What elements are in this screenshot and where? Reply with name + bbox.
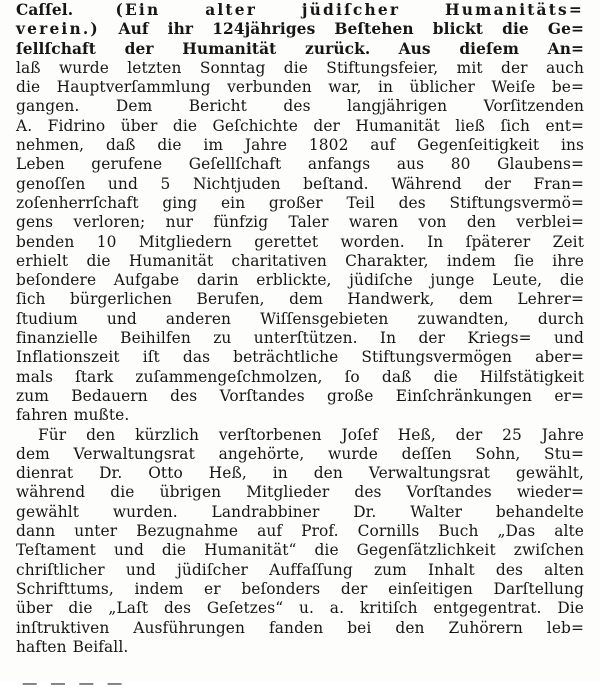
article-line-4: laß wurde letzten Sonntag die Stiftungsfeier, mit der auch bbox=[16, 58, 584, 77]
article-line-8: nehmen, daß die im Jahre 1802 auf Gegenſeitigkeit ins bbox=[16, 136, 584, 155]
article-line-20: mals ſtark zuſammengeſchmolzen, ſo daß die Hilfstätigkeit bbox=[16, 367, 584, 386]
lead-sentence-end: ſellſchaft der Humanität zurück. bbox=[16, 39, 371, 58]
article-line-18: finanzielle Beihilfen zu unterſtützen. In der Kriegs= und bbox=[16, 329, 584, 348]
article-line-22: fahren mußte. bbox=[16, 406, 130, 425]
article-line-5: die Hauptverſammlung verbunden war, in üblicher Weiſe be= bbox=[16, 78, 584, 97]
article-line-16: ſich bürgerlichen Berufen, dem Handwerk, dem Lehrer= bbox=[16, 290, 584, 309]
article-line-10: genoſſen und 5 Nichtjuden beſtand. Während der Fran= bbox=[16, 174, 584, 193]
article-line-6: gangen. Dem Bericht des langjährigen Vorſitzenden bbox=[16, 97, 584, 116]
line-3-tail: Aus dieſem An= bbox=[398, 39, 584, 58]
article-line-1 bbox=[16, 1, 584, 20]
cropped-next-line bbox=[0, 670, 600, 692]
article-line-15: beſondere Aufgabe darin erblickte, jüdiſche junge Leute, die bbox=[16, 271, 584, 290]
article-line-3 bbox=[16, 40, 584, 59]
article-line-24: dem Verwaltungsrat angehörte, wurde deſſen Sohn, Stu= bbox=[16, 444, 584, 463]
dateline: Caſſel. bbox=[16, 1, 74, 19]
article-line-30: chriſtlicher und jüdiſcher Auffaſſung zum Inhalt des alten bbox=[16, 560, 584, 579]
article-line-12: gens verloren; nur fünfzig Taler waren von den verblei= bbox=[16, 213, 584, 232]
article-line-19: Inflationszeit iſt das beträchtliche Stiftungsvermögen aber= bbox=[16, 348, 584, 367]
article-line-17: ſtudium und anderen Wiſſensgebieten zuwandten, durch bbox=[16, 309, 584, 328]
article-line-14: erhielt die Humanität charitativen Charakter, indem ſie ihre bbox=[16, 251, 584, 270]
article-line-32: über die „Laſt des Geſetzes“ u. a. kritiſch entgegentrat. Die bbox=[16, 599, 584, 618]
headline-end: verein.) bbox=[16, 20, 100, 39]
article-line-25: dienrat Dr. Otto Heß, in den Verwaltungsrat gewählt, bbox=[16, 464, 584, 483]
article-line-11: zoſenherrſchaft ging ein großer Teil des Stiftungsvermö= bbox=[16, 193, 584, 212]
cropped-next-line-text: — — — — bbox=[22, 674, 127, 692]
article-line-31: Schrifttums, indem er beſonders der einſeitigen Darſtellung bbox=[16, 579, 584, 598]
article-line-2 bbox=[16, 20, 584, 39]
article-line-21: zum Bedauern des Vorſtandes große Einſchränkungen er= bbox=[16, 386, 584, 405]
article-line-33: inſtruktiven Ausführungen fanden bei den Zuhörern leb= bbox=[16, 618, 584, 637]
article-line-28: dann unter Bezugnahme auf Prof. Cornills Buch „Das alte bbox=[16, 522, 584, 541]
article-column bbox=[16, 1, 584, 657]
headline: (Ein alter jüdiſcher Humanitäts= bbox=[115, 1, 584, 19]
lead-sentence: Auf ihr 124jähriges Beſtehen blickt die Ge= bbox=[118, 20, 584, 39]
article-line-23: Für den kürzlich verſtorbenen Joſef Heß, der 25 Jahre bbox=[38, 425, 584, 444]
article-line-34: haften Beifall. bbox=[16, 637, 129, 656]
article-line-13: benden 10 Mitgliedern gerettet worden. In ſpäterer Zeit bbox=[16, 232, 584, 251]
article-line-27: gewählt wurden. Landrabbiner Dr. Walter behandelte bbox=[16, 502, 584, 521]
article-line-9: Leben gerufene Geſellſchaft anfangs aus 80 Glaubens= bbox=[16, 155, 584, 174]
article-line-26: während die übrigen Mitglieder des Vorſtandes wieder= bbox=[16, 483, 584, 502]
article-line-29: Teſtament und die Humanität“ die Gegenſätzlichkeit zwiſchen bbox=[16, 541, 584, 560]
article-line-7: A. Fidrino über die Geſchichte der Humanität ließ ſich ent= bbox=[16, 116, 584, 135]
